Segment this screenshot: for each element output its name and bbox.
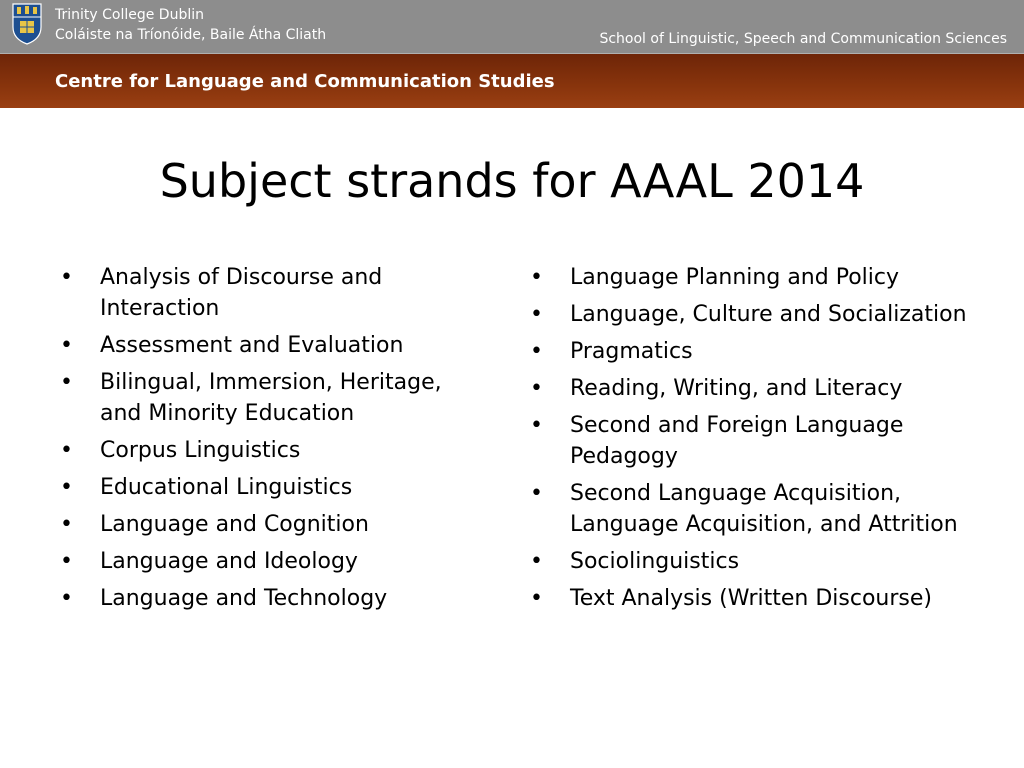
list-item-text: Text Analysis (Written Discourse) <box>570 586 932 611</box>
list-item-text: Language and Technology <box>100 586 388 611</box>
bullet-icon: • <box>60 549 73 574</box>
list-item <box>60 330 480 361</box>
list-item <box>530 410 990 472</box>
list-item-text: Language Planning and Policy <box>570 265 899 290</box>
left-strand-list <box>60 262 480 620</box>
bullet-icon: • <box>530 265 543 290</box>
list-item <box>60 435 480 466</box>
bullet-icon: • <box>530 376 543 401</box>
list-item <box>60 509 480 540</box>
bullet-icon: • <box>530 413 543 438</box>
bullet-icon: • <box>60 370 73 395</box>
list-item-text: Language and Ideology <box>100 549 358 574</box>
list-item <box>530 478 990 540</box>
list-item <box>530 373 990 404</box>
trinity-crest-icon <box>12 3 42 45</box>
list-item-text: Educational Linguistics <box>100 475 353 500</box>
slide-title: Subject strands for AAAL 2014 <box>159 154 865 208</box>
list-item <box>530 262 990 293</box>
list-item <box>60 472 480 503</box>
list-item <box>530 546 990 577</box>
bullet-icon: • <box>60 438 73 463</box>
list-item-text: Sociolinguistics <box>570 549 740 574</box>
list-item-text: Corpus Linguistics <box>100 438 301 463</box>
school-name: School of Linguistic, Speech and Communication Sciences <box>599 31 1007 47</box>
institution-name <box>55 5 326 45</box>
institution-name-irish: Coláiste na Tríonóide, Baile Átha Cliath <box>55 27 327 43</box>
bullet-icon: • <box>530 549 543 574</box>
list-item <box>60 583 480 614</box>
bullet-icon: • <box>60 512 73 537</box>
list-item-text: Pragmatics <box>570 339 693 364</box>
bullet-icon: • <box>530 481 543 506</box>
list-item <box>60 367 480 429</box>
list-item-text: Bilingual, Immersion, Heritage, and Minority Education <box>100 370 442 426</box>
bullet-icon: • <box>530 339 543 364</box>
bullet-icon: • <box>60 333 73 358</box>
list-item-text: Second Language Acquisition, Language Acquisition, and Attrition <box>570 481 958 537</box>
list-item-text: Language, Culture and Socialization <box>570 302 967 327</box>
institution-header-bar <box>0 0 1024 54</box>
centre-name: Centre for Language and Communication Studies <box>55 71 555 92</box>
bullet-icon: • <box>530 586 543 611</box>
list-item-text: Assessment and Evaluation <box>100 333 404 358</box>
list-item <box>530 583 990 614</box>
list-item <box>530 299 990 330</box>
list-item <box>60 546 480 577</box>
list-item <box>60 262 480 324</box>
list-item-text: Second and Foreign Language Pedagogy <box>570 413 904 469</box>
bullet-icon: • <box>530 302 543 327</box>
institution-name-english: Trinity College Dublin <box>55 7 205 23</box>
right-strand-list <box>530 262 990 620</box>
bullet-icon: • <box>60 586 73 611</box>
list-item-text: Language and Cognition <box>100 512 369 537</box>
list-item-text: Reading, Writing, and Literacy <box>570 376 903 401</box>
bullet-icon: • <box>60 265 73 290</box>
list-item-text: Analysis of Discourse and Interaction <box>100 265 383 321</box>
bullet-icon: • <box>60 475 73 500</box>
list-item <box>530 336 990 367</box>
